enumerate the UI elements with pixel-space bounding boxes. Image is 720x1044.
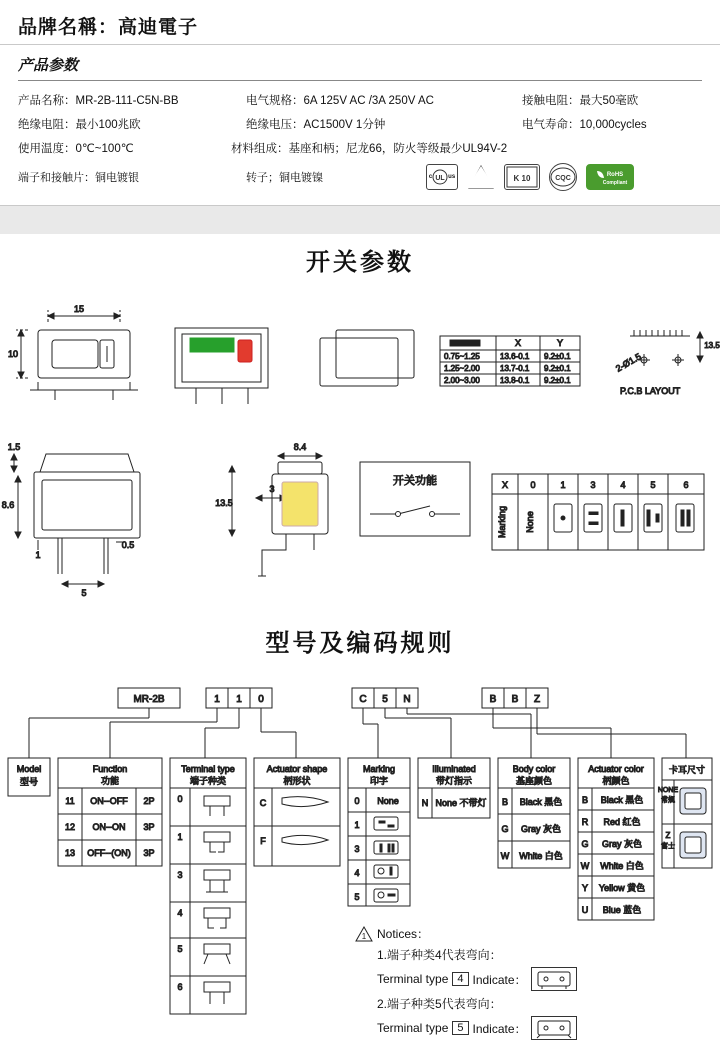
- svg-text:CQC: CQC: [555, 175, 571, 182]
- svg-text:RoHS: RoHS: [606, 172, 624, 178]
- svg-text:MR-2B: MR-2B: [133, 694, 165, 705]
- svg-text:2-Ø1.5: 2-Ø1.5: [614, 351, 643, 374]
- ul-icon: c UL us: [426, 164, 458, 190]
- table-row: [18, 112, 702, 136]
- svg-text:Yellow 黄色: Yellow 黄色: [598, 883, 646, 893]
- svg-text:0: 0: [354, 796, 360, 806]
- svg-text:X: X: [501, 480, 509, 490]
- svg-text:R: R: [581, 817, 589, 827]
- svg-text:White 白色: White 白色: [519, 851, 563, 861]
- svg-text:1: 1: [361, 931, 367, 941]
- svg-text:5: 5: [650, 480, 656, 490]
- svg-text:12: 12: [64, 822, 76, 832]
- spec-cell: 端子和接触片：铜电镀银: [18, 172, 139, 184]
- table-row: [18, 88, 702, 112]
- svg-text:B: B: [581, 795, 589, 805]
- k-mark-icon: [504, 164, 540, 190]
- svg-text:B: B: [501, 797, 509, 807]
- svg-text:带灯指示: 带灯指示: [435, 776, 473, 786]
- warning-triangle-icon: [355, 926, 373, 942]
- svg-text:Function: Function: [92, 764, 128, 774]
- svg-text:印字: 印字: [369, 776, 389, 786]
- svg-text:Z: Z: [665, 831, 671, 840]
- svg-text:Marking: Marking: [497, 505, 507, 539]
- svg-text:基座颜色: 基座颜色: [515, 776, 553, 786]
- notice-1-detail: [377, 967, 577, 991]
- svg-text:6: 6: [177, 982, 183, 992]
- svg-text:1: 1: [354, 820, 360, 830]
- spec-cell: 使用温度：0℃~100℃: [18, 143, 134, 155]
- svg-text:Z: Z: [533, 694, 541, 705]
- svg-text:VDE: VDE: [474, 180, 488, 186]
- svg-text:开关功能: 开关功能: [393, 475, 437, 487]
- svg-text:Gray 灰色: Gray 灰色: [601, 839, 643, 849]
- svg-text:Y: Y: [581, 883, 589, 893]
- svg-text:Black 黑色: Black 黑色: [519, 797, 563, 807]
- terminal-4-pictogram: [531, 967, 577, 991]
- svg-text:0: 0: [530, 480, 536, 490]
- notice-1-term-label: Terminal type: [377, 972, 449, 986]
- svg-text:5: 5: [177, 944, 183, 954]
- section-title-switch-params: 开关参数: [306, 249, 414, 276]
- svg-text:None: None: [377, 796, 399, 806]
- svg-text:N: N: [403, 694, 411, 705]
- svg-text:OFF--(ON): OFF--(ON): [87, 848, 131, 858]
- svg-text:C: C: [259, 798, 267, 808]
- svg-text:W: W: [500, 851, 510, 861]
- svg-text:端子种类: 端子种类: [189, 776, 227, 786]
- svg-text:White 白色: White 白色: [600, 861, 644, 871]
- svg-text:富士: 富士: [661, 843, 675, 850]
- svg-text:型号: 型号: [19, 777, 39, 787]
- table-row: [18, 136, 702, 160]
- notice-2-text: 2.端子种类5代表弯向：: [377, 997, 502, 1011]
- svg-text:C: C: [359, 694, 367, 705]
- svg-text:Body color: Body color: [512, 764, 556, 774]
- svg-text:K 10: K 10: [513, 174, 531, 183]
- svg-text:ON--OFF: ON--OFF: [90, 796, 128, 806]
- certification-row: [18, 160, 702, 194]
- svg-text:13.7-0.1: 13.7-0.1: [500, 364, 530, 373]
- ul-logo-icon: [432, 169, 448, 185]
- vde-icon: [467, 164, 495, 190]
- svg-text:5: 5: [382, 694, 388, 705]
- notices-title-line: [355, 925, 577, 942]
- svg-text:UL: UL: [435, 175, 445, 182]
- svg-text:柄形状: 柄形状: [283, 776, 311, 786]
- gray-band: [0, 206, 720, 234]
- notice-1-text: 1.端子种类4代表弯向：: [377, 948, 502, 962]
- drawing-row-2: [0, 426, 720, 616]
- section-title-specs: 产品参数: [18, 57, 79, 74]
- notices-block: [355, 925, 577, 1044]
- svg-text:1: 1: [236, 694, 242, 705]
- spec-cell: 接触电阻：最大50毫欧: [522, 95, 639, 107]
- svg-text:13.5: 13.5: [215, 498, 233, 508]
- page-title: 品牌名稱：高迪電子: [18, 17, 199, 38]
- svg-text:3: 3: [269, 484, 275, 494]
- svg-text:G: G: [501, 824, 509, 834]
- svg-text:F: F: [260, 836, 266, 846]
- svg-text:13: 13: [64, 848, 76, 858]
- svg-text:0: 0: [258, 694, 264, 705]
- svg-text:9.2±0.1: 9.2±0.1: [544, 376, 571, 385]
- spec-cell: 电气寿命：10,000cycles: [522, 119, 647, 131]
- notice-1-indicate: Indicate：: [472, 972, 527, 987]
- svg-text:6: 6: [683, 480, 689, 490]
- svg-text:B: B: [489, 694, 497, 705]
- svg-text:1: 1: [177, 832, 183, 842]
- svg-text:13.5: 13.5: [704, 341, 720, 350]
- terminal-bend-5-icon: [532, 1017, 576, 1039]
- svg-text:P.C.B LAYOUT: P.C.B LAYOUT: [620, 386, 681, 396]
- svg-text:5: 5: [354, 892, 360, 902]
- spec-cell: 绝缘电阻：最小100兆欧: [18, 119, 141, 131]
- spec-cell: 转子；铜电镀镍: [246, 172, 323, 184]
- svg-text:Terminal type: Terminal type: [181, 764, 235, 774]
- spec-cell: 产品名称：MR-2B-111-C5N-BB: [18, 95, 179, 107]
- technical-drawing-top: [0, 300, 720, 420]
- svg-text:1: 1: [560, 480, 566, 490]
- svg-text:Blue 蓝色: Blue 蓝色: [602, 905, 642, 915]
- svg-text:常规: 常规: [661, 797, 675, 804]
- svg-text:8.4: 8.4: [293, 442, 307, 452]
- svg-text:Red 红色: Red 红色: [603, 817, 641, 827]
- cqc-logo-icon: [550, 164, 576, 190]
- technical-drawing-bottom: [0, 426, 720, 616]
- svg-text:G: G: [581, 839, 589, 849]
- svg-text:U: U: [581, 905, 589, 915]
- svg-text:10: 10: [7, 349, 19, 359]
- divider-specs: [18, 80, 702, 81]
- svg-text:8.6: 8.6: [1, 500, 15, 510]
- drawing-row-1: [0, 300, 720, 420]
- svg-text:1.25~2.00: 1.25~2.00: [444, 364, 480, 373]
- spec-cell: 绝缘电压：AC1500V 1分钟: [246, 119, 386, 131]
- svg-text:11: 11: [65, 796, 75, 806]
- section-title-model-rules: 型号及编码规则: [265, 630, 455, 657]
- svg-text:N: N: [421, 798, 429, 808]
- svg-text:3: 3: [354, 844, 360, 854]
- svg-text:3: 3: [590, 480, 596, 490]
- svg-text:9.2±0.1: 9.2±0.1: [544, 352, 571, 361]
- rohs-logo-icon: [587, 165, 633, 189]
- svg-text:Black 黑色: Black 黑色: [600, 795, 644, 805]
- svg-text:3: 3: [177, 870, 183, 880]
- svg-text:0: 0: [177, 794, 183, 804]
- cqc-icon: [549, 163, 577, 191]
- notice-1-term-code: 4: [452, 972, 468, 986]
- svg-text:15: 15: [73, 304, 85, 314]
- svg-text:Y: Y: [556, 338, 564, 348]
- spec-cell: 电气规格：6A 125V AC /3A 250V AC: [246, 95, 434, 107]
- svg-text:2.00~3.00: 2.00~3.00: [444, 376, 480, 385]
- notice-2-indicate: Indicate：: [472, 1021, 527, 1036]
- svg-text:Actuator shape: Actuator shape: [266, 764, 328, 774]
- rohs-icon: [586, 164, 634, 190]
- terminal-5-pictogram: [531, 1016, 577, 1040]
- svg-text:柄颜色: 柄颜色: [602, 776, 630, 786]
- triangle-icon: [467, 164, 495, 190]
- svg-text:Illuminated: Illuminated: [432, 764, 476, 774]
- svg-text:3P: 3P: [143, 848, 155, 858]
- svg-text:Gray 灰色: Gray 灰色: [520, 824, 562, 834]
- svg-text:1: 1: [35, 550, 41, 560]
- svg-text:Actuator color: Actuator color: [588, 764, 644, 774]
- notice-2: [377, 995, 577, 1012]
- svg-text:5: 5: [81, 588, 87, 598]
- spec-cell: 材料组成：基座和柄；尼龙66，防火等级最少UL94V-2: [231, 143, 508, 155]
- notices-title: Notices：: [377, 927, 430, 941]
- svg-text:Model: Model: [16, 764, 42, 774]
- svg-text:0.75~1.25: 0.75~1.25: [444, 352, 480, 361]
- svg-text:13.8-0.1: 13.8-0.1: [500, 376, 530, 385]
- terminal-bend-4-icon: [532, 968, 576, 990]
- divider-top: [0, 44, 720, 45]
- svg-text:Compliant: Compliant: [602, 180, 628, 186]
- notice-2-term-label: Terminal type: [377, 1021, 449, 1035]
- kc-logo-icon: [506, 166, 538, 188]
- svg-text:W: W: [580, 861, 590, 871]
- spec-table: [18, 88, 702, 160]
- svg-text:None 不带灯: None 不带灯: [435, 798, 487, 808]
- svg-text:B: B: [511, 694, 519, 705]
- svg-text:9.2±0.1: 9.2±0.1: [544, 364, 571, 373]
- svg-text:NONE: NONE: [657, 787, 679, 794]
- svg-text:4: 4: [620, 480, 626, 490]
- svg-text:功能: 功能: [100, 776, 120, 786]
- svg-text:4: 4: [354, 868, 360, 878]
- svg-text:ON--ON: ON--ON: [92, 822, 126, 832]
- svg-text:3P: 3P: [143, 822, 155, 832]
- notice-1: [377, 946, 577, 963]
- svg-text:None: None: [525, 511, 535, 533]
- certification-badges: [426, 163, 634, 191]
- notice-2-detail: [377, 1016, 577, 1040]
- svg-text:1: 1: [214, 694, 220, 705]
- svg-text:X: X: [514, 338, 522, 348]
- svg-text:4: 4: [177, 908, 183, 918]
- svg-text:13.6-0.1: 13.6-0.1: [500, 352, 530, 361]
- svg-text:1.5: 1.5: [7, 442, 21, 452]
- svg-text:Marking: Marking: [362, 764, 396, 774]
- svg-text:卡耳尺寸: 卡耳尺寸: [668, 765, 706, 775]
- notice-2-term-code: 5: [452, 1021, 468, 1035]
- svg-text:2P: 2P: [143, 796, 155, 806]
- svg-text:0.5: 0.5: [121, 540, 135, 550]
